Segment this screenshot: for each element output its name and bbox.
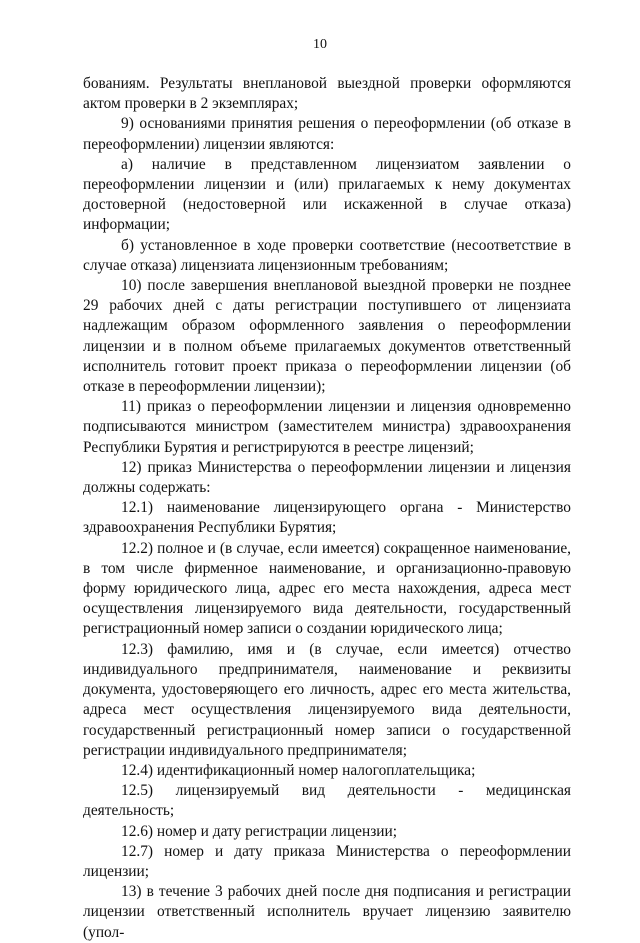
page-number: 10 [313,37,327,52]
paragraph-item-9a: а) наличие в представленном лицензиатом заявлении о переоформлении лицензии и (или) прилагаемых к нему документах достоверной (недостоверной или искаженной в случае отказа) информации; [83,155,571,234]
paragraph-item-12-7: 12.7) номер и дату приказа Министерства о переоформлении лицензии; [83,842,571,880]
paragraph-item-9b: б) установленное в ходе проверки соответствие (несоответствие в случае отказа) лицензиата лицензионным требованиям; [83,236,571,274]
paragraph-item-10: 10) после завершения внеплановой выездной проверки не позднее 29 рабочих дней с даты регистрации поступившего от лицензиата надлежащим образом оформленного заявления о переоформлении лицензии и в полном объеме прилагаемых документов ответственный исполнитель готовит проект приказа о переоформлении лицензии (об отказе в переоформлении лицензии); [83,277,571,396]
paragraph-item-12-4: 12.4) идентификационный номер налогоплательщика; [121,761,476,779]
paragraph-item-12-6: 12.6) номер и дату регистрации лицензии; [121,822,398,840]
paragraph-item-13: 13) в течение 3 рабочих дней после дня подписания и регистрации лицензии ответственный исполнитель вручает лицензию заявителю (упол- [83,883,571,941]
document-body [83,74,571,943]
paragraph-item-12: 12) приказ Министерства о переоформлении лицензии и лицензия должны содержать: [83,458,571,497]
paragraph-continuation: бованиям. Результаты внеплановой выездной проверки оформляются актом проверки в 2 экземплярах; [83,75,571,113]
paragraph-item-12-1: 12.1) наименование лицензирующего органа - Министерство здравоохранения Республики Бурятия; [83,499,571,537]
paragraph-item-11: 11) приказ о переоформлении лицензии и лицензия одновременно подписываются министром (заместителем министра) здравоохранения Республики Бурятия и регистрируются в реестре лицензий; [83,398,571,456]
paragraph-item-12-5: 12.5) лицензируемый вид деятельности - медицинская деятельность; [83,782,571,820]
paragraph-item-12-2: 12.2) полное и (в случае, если имеется) сокращенное наименование, в том числе фирменное наименование, и организационно-правовую форму юридического лица, адрес его места нахождения, адреса мест осуществления лицензируемого вида деятельности, государственный регистрационный номер записи о создании юридического лица; [83,539,571,638]
paragraph-item-12-3: 12.3) фамилию, имя и (в случае, если имеется) отчество индивидуального предпринимателя, наименование и реквизиты документа, удостоверяющего его личность, адрес его места жительства, адреса мест осуществления лицензируемого вида деятельности, государственный регистрационный номер записи о государственной регистрации индивидуального предпринимателя; [83,640,571,759]
paragraph-item-9: 9) основаниями принятия решения о переоформлении (об отказе в переоформлении) лицензии являются: [83,115,571,153]
